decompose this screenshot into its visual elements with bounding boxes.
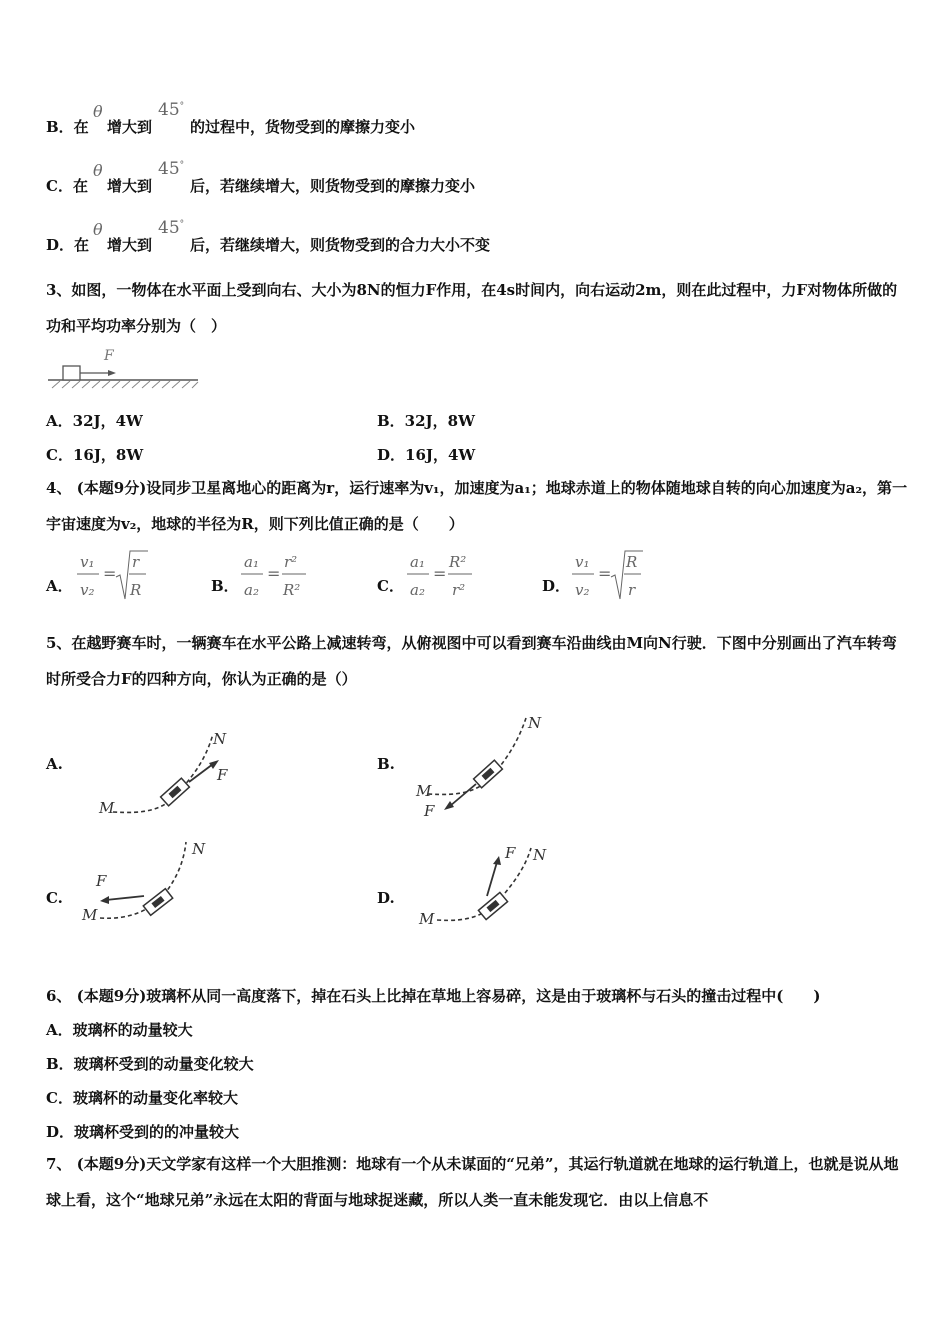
svg-text:M: M <box>82 906 98 924</box>
svg-text:N: N <box>192 840 206 858</box>
q2-b-mid: 增大到 <box>107 118 153 136</box>
q6-stem: 6、 (本题9分)玻璃杯从同一高度落下，掉在石头上比掉在草地上容易碎，这是由于玻璃杯与石头的撞击过程中( ) <box>46 987 821 1005</box>
q3-option-d: D．16J，4W <box>377 446 476 464</box>
q4-formula-b <box>236 547 316 605</box>
svg-text:v₂: v₂ <box>80 581 95 599</box>
svg-text:=: = <box>267 564 281 583</box>
svg-text:=: = <box>433 564 447 583</box>
svg-text:=: = <box>103 564 117 583</box>
svg-text:R: R <box>626 553 638 571</box>
q5-figure-c <box>78 832 228 932</box>
q5-option-b-label: B. <box>377 755 395 773</box>
svg-text:v₁: v₁ <box>80 553 95 571</box>
svg-text:R²: R² <box>449 553 467 571</box>
q4-stem: 4、 (本题9分)设同步卫星离地心的距离为r，运行速率为v₁，加速度为a₁；地球赤道上的物体随地球自转的向心加速度为a₂，第一宇宙速度为v₂，地球的半径为R，则下列比值正确的是（ ） <box>46 479 908 533</box>
q2-option-c: C．在 <box>46 177 88 195</box>
q4-option-c-label: C． <box>377 577 404 595</box>
theta-symbol: θ <box>93 161 103 180</box>
svg-text:r²: r² <box>284 553 298 571</box>
q5-option-c-label: C. <box>46 889 63 907</box>
q5-option-a-label: A. <box>46 755 63 773</box>
q3-stem: 3、如图，一物体在水平面上受到向右、大小为8N的恒力F作用，在4s时间内，向右运动2m，则在此过程中，力F对物体所做的功和平均功率分别为（ ） <box>46 281 898 335</box>
svg-text:r: r <box>132 553 140 571</box>
svg-text:a₂: a₂ <box>410 581 425 599</box>
svg-text:F: F <box>217 766 228 784</box>
svg-text:F: F <box>424 802 435 820</box>
svg-text:a₂: a₂ <box>244 581 259 599</box>
q2-d-tail: 后，若继续增大，则货物受到的合力大小不变 <box>190 236 491 254</box>
force-label: F <box>104 348 114 364</box>
q6-option-d: D．玻璃杯受到的的冲量较大 <box>46 1123 240 1141</box>
svg-text:a₁: a₁ <box>410 553 425 571</box>
svg-text:R: R <box>130 581 142 599</box>
q4-formula-a <box>72 547 152 605</box>
svg-text:M: M <box>99 799 115 817</box>
svg-text:M: M <box>416 782 432 800</box>
degree-45: 45° <box>158 218 185 238</box>
svg-text:r²: r² <box>452 581 466 599</box>
svg-text:r: r <box>628 581 636 599</box>
q4-formula-c <box>402 547 482 605</box>
q4-option-d-label: D． <box>542 577 571 595</box>
svg-text:v₂: v₂ <box>575 581 590 599</box>
q6-option-c: C．玻璃杯的动量变化率较大 <box>46 1089 238 1107</box>
theta-symbol: θ <box>93 102 103 121</box>
q3-force-diagram <box>46 344 202 390</box>
q4-option-a-label: A． <box>46 577 73 595</box>
q2-option-b: B．在 <box>46 118 89 136</box>
q5-figure-d <box>415 838 565 938</box>
svg-text:M: M <box>419 910 435 928</box>
q5-stem: 5、在越野赛车时，一辆赛车在水平公路上减速转弯，从俯视图中可以看到赛车沿曲线由M向N行驶．下图中分别画出了汽车转弯时所受合力F的四种方向，你认为正确的是（） <box>46 634 897 688</box>
degree-45: 45° <box>158 159 185 179</box>
q5-figure-a <box>95 722 245 822</box>
svg-text:F: F <box>505 844 516 862</box>
q3-option-c: C．16J，8W <box>46 446 144 464</box>
degree-45: 45° <box>158 100 185 120</box>
q2-c-mid: 增大到 <box>107 177 153 195</box>
q3-option-b: B．32J，8W <box>377 412 475 430</box>
q3-option-a: A．32J，4W <box>46 412 143 430</box>
svg-text:R²: R² <box>283 581 301 599</box>
q4-formula-d <box>567 547 647 605</box>
q5-figure-b <box>410 710 560 820</box>
svg-text:F: F <box>96 872 107 890</box>
svg-text:v₁: v₁ <box>575 553 590 571</box>
svg-text:N: N <box>533 846 547 864</box>
svg-text:=: = <box>598 564 612 583</box>
q4-option-b-label: B． <box>211 577 239 595</box>
q2-d-mid: 增大到 <box>107 236 153 254</box>
q6-option-b: B．玻璃杯受到的动量变化较大 <box>46 1055 254 1073</box>
q5-option-d-label: D. <box>377 889 395 907</box>
svg-text:a₁: a₁ <box>244 553 259 571</box>
q6-option-a: A．玻璃杯的动量较大 <box>46 1021 193 1039</box>
svg-text:N: N <box>213 730 227 748</box>
q2-b-tail: 的过程中，货物受到的摩擦力变小 <box>190 118 416 136</box>
q7-stem: 7、 (本题9分)天文学家有这样一个大胆推测：地球有一个从未谋面的“兄弟”，其运行轨道就在地球的运行轨道上，也就是说从地球上看，这个“地球兄弟”永远在太阳的背面与地球捉迷藏，所以人类一直未能发现它．由以上信息不 <box>46 1155 899 1209</box>
svg-text:N: N <box>528 714 542 732</box>
q2-option-d: D．在 <box>46 236 90 254</box>
theta-symbol: θ <box>93 220 103 239</box>
q2-c-tail: 后，若继续增大，则货物受到的摩擦力变小 <box>190 177 476 195</box>
